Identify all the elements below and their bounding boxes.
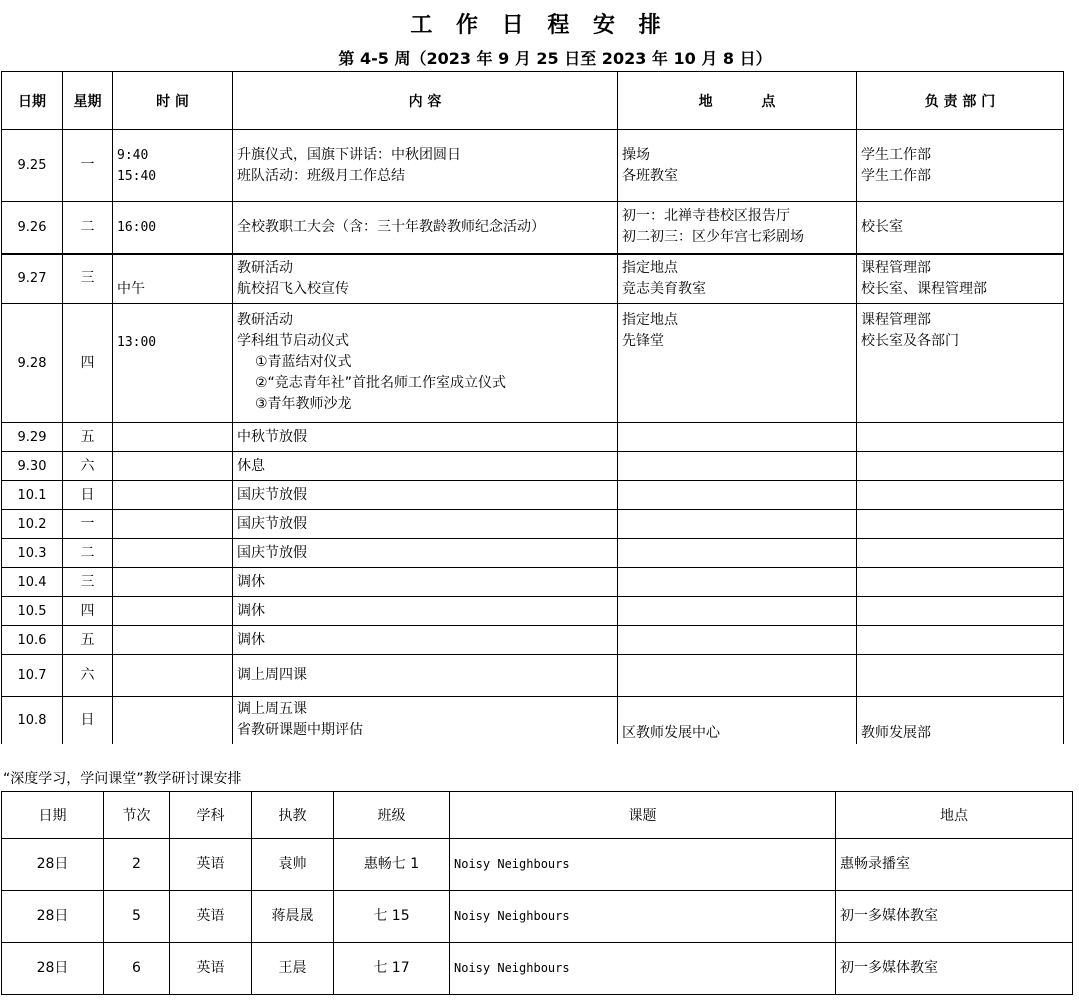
dept-line: 学生工作部 bbox=[861, 146, 931, 163]
table-row bbox=[2, 597, 1064, 626]
location-line: 各班教室 bbox=[622, 167, 678, 184]
cell-weekday: 六 bbox=[63, 452, 113, 481]
cell-content: 国庆节放假 bbox=[233, 510, 618, 539]
time-line: 9:40 bbox=[117, 147, 149, 163]
cell-dept bbox=[857, 304, 1064, 423]
header-place: 地点 bbox=[836, 792, 1073, 839]
cell-dept bbox=[857, 452, 1064, 481]
header-subject: 学科 bbox=[170, 792, 252, 839]
table-row bbox=[2, 891, 1073, 943]
lessons-table bbox=[1, 791, 1073, 995]
cell-dept bbox=[857, 626, 1064, 655]
cell-location bbox=[618, 655, 857, 697]
cell-location bbox=[618, 510, 857, 539]
table-row bbox=[2, 839, 1073, 891]
content-line: 班队活动：班级月工作总结 bbox=[237, 167, 405, 184]
content-line: 升旗仪式，国旗下讲话：中秋团圆日 bbox=[237, 146, 461, 163]
location-line: 指定地点 bbox=[622, 312, 678, 328]
content-line: 省教研课题中期评估 bbox=[237, 722, 363, 739]
cell-location bbox=[618, 568, 857, 597]
header-weekday: 星期 bbox=[63, 72, 113, 130]
cell-teacher: 蒋晨晟 bbox=[252, 891, 334, 943]
cell-content: 调休 bbox=[233, 568, 618, 597]
cell-dept bbox=[857, 568, 1064, 597]
table-row bbox=[2, 697, 1064, 744]
cell-topic: Noisy Neighbours bbox=[450, 943, 836, 995]
location-line: 初一：北禅寺巷校区报告厅 bbox=[622, 208, 790, 225]
cell-time bbox=[113, 568, 233, 597]
header-teacher: 执教 bbox=[252, 792, 334, 839]
cell-topic: Noisy Neighbours bbox=[450, 891, 836, 943]
cell-date: 28日 bbox=[2, 943, 104, 995]
cell-date: 28日 bbox=[2, 839, 104, 891]
table-row bbox=[2, 423, 1064, 452]
time-line: 15:40 bbox=[117, 168, 157, 184]
cell-dept bbox=[857, 655, 1064, 697]
cell-weekday: 一 bbox=[63, 510, 113, 539]
cell-weekday: 二 bbox=[63, 202, 113, 254]
cell-class: 惠畅七 1 bbox=[334, 839, 450, 891]
cell-dept bbox=[857, 202, 1064, 254]
cell-place: 初一多媒体教室 bbox=[836, 891, 1073, 943]
cell-time bbox=[113, 510, 233, 539]
header-topic: 课题 bbox=[450, 792, 836, 839]
header-location: 地 点 bbox=[618, 72, 857, 130]
cell-location bbox=[618, 697, 857, 744]
table-row bbox=[2, 452, 1064, 481]
cell-location bbox=[618, 452, 857, 481]
cell-date: 9.29 bbox=[2, 423, 63, 452]
cell-dept bbox=[857, 423, 1064, 452]
cell-dept bbox=[857, 481, 1064, 510]
cell-time bbox=[113, 202, 233, 254]
cell-weekday: 四 bbox=[63, 304, 113, 423]
cell-period: 6 bbox=[104, 943, 170, 995]
cell-content bbox=[233, 697, 618, 744]
cell-weekday: 五 bbox=[63, 423, 113, 452]
cell-content bbox=[233, 202, 618, 254]
table-row bbox=[2, 304, 1064, 423]
cell-subject: 英语 bbox=[170, 943, 252, 995]
cell-time bbox=[113, 655, 233, 697]
cell-location bbox=[618, 130, 857, 202]
header-class: 班级 bbox=[334, 792, 450, 839]
dept-line: 教师发展部 bbox=[861, 724, 931, 741]
cell-class: 七 15 bbox=[334, 891, 450, 943]
schedule-header-row bbox=[2, 72, 1064, 130]
content-line: 教研活动 bbox=[237, 259, 293, 276]
cell-time bbox=[113, 304, 233, 423]
cell-period: 5 bbox=[104, 891, 170, 943]
lessons-header-row bbox=[2, 792, 1073, 839]
location-line: 初二初三：区少年宫七彩剧场 bbox=[622, 229, 804, 246]
table-row bbox=[2, 202, 1064, 254]
header-period: 节次 bbox=[104, 792, 170, 839]
table-row bbox=[2, 568, 1064, 597]
header-dept: 负 责 部 门 bbox=[857, 72, 1064, 130]
table-row bbox=[2, 655, 1064, 697]
location-line: 竞志美育教室 bbox=[622, 280, 706, 297]
cell-weekday: 日 bbox=[63, 481, 113, 510]
cell-content: 调休 bbox=[233, 597, 618, 626]
cell-weekday: 三 bbox=[63, 254, 113, 304]
cell-location bbox=[618, 202, 857, 254]
dept-line: 校长室及各部门 bbox=[861, 333, 959, 349]
cell-subject: 英语 bbox=[170, 839, 252, 891]
dept-line: 校长室 bbox=[861, 218, 903, 235]
cell-time bbox=[113, 597, 233, 626]
cell-dept bbox=[857, 254, 1064, 304]
cell-date: 10.4 bbox=[2, 568, 63, 597]
cell-time bbox=[113, 626, 233, 655]
schedule-table bbox=[1, 71, 1064, 744]
cell-date: 10.1 bbox=[2, 481, 63, 510]
content-line: 调上周五课 bbox=[237, 701, 307, 718]
cell-date: 10.7 bbox=[2, 655, 63, 697]
content-line: 教研活动 bbox=[237, 312, 293, 328]
cell-date: 9.25 bbox=[2, 130, 63, 202]
location-line: 先锋堂 bbox=[622, 333, 664, 349]
cell-time bbox=[113, 481, 233, 510]
cell-teacher: 王晨 bbox=[252, 943, 334, 995]
cell-class: 七 17 bbox=[334, 943, 450, 995]
cell-teacher: 袁帅 bbox=[252, 839, 334, 891]
header-time: 时 间 bbox=[113, 72, 233, 130]
cell-time bbox=[113, 539, 233, 568]
location-line: 操场 bbox=[622, 146, 650, 163]
cell-weekday: 六 bbox=[63, 655, 113, 697]
cell-content bbox=[233, 130, 618, 202]
cell-place: 初一多媒体教室 bbox=[836, 943, 1073, 995]
cell-location bbox=[618, 626, 857, 655]
header-content: 内 容 bbox=[233, 72, 618, 130]
dept-line: 学生工作部 bbox=[861, 167, 931, 184]
content-line: 学科组节启动仪式 bbox=[237, 333, 349, 349]
cell-dept bbox=[857, 130, 1064, 202]
cell-location bbox=[618, 539, 857, 568]
cell-time bbox=[113, 130, 233, 202]
page-subtitle: 第 4-5 周（2023 年 9 月 25 日至 2023 年 10 月 8 日） bbox=[338, 49, 772, 68]
cell-dept bbox=[857, 697, 1064, 744]
cell-subject: 英语 bbox=[170, 891, 252, 943]
lessons-section-title: “深度学习，学问课堂”教学研讨课安排 bbox=[3, 771, 242, 787]
table-row bbox=[2, 130, 1064, 202]
cell-location bbox=[618, 481, 857, 510]
sub-item-line: ②“竞志青年社”首批名师工作室成立仪式 bbox=[255, 375, 507, 391]
cell-content: 调上周四课 bbox=[233, 655, 618, 697]
location-line: 区教师发展中心 bbox=[622, 724, 720, 741]
cell-content bbox=[233, 304, 618, 423]
cell-topic: Noisy Neighbours bbox=[450, 839, 836, 891]
header-date: 日期 bbox=[2, 72, 63, 130]
cell-time bbox=[113, 423, 233, 452]
header-date: 日期 bbox=[2, 792, 104, 839]
cell-content bbox=[233, 254, 618, 304]
table-row bbox=[2, 481, 1064, 510]
cell-location bbox=[618, 423, 857, 452]
cell-weekday: 五 bbox=[63, 626, 113, 655]
cell-date: 10.6 bbox=[2, 626, 63, 655]
table-row bbox=[2, 510, 1064, 539]
cell-weekday: 三 bbox=[63, 568, 113, 597]
time-line: 13:00 bbox=[117, 335, 157, 350]
table-row bbox=[2, 539, 1064, 568]
cell-content: 休息 bbox=[233, 452, 618, 481]
table-row bbox=[2, 943, 1073, 995]
cell-time bbox=[113, 452, 233, 481]
time-line: 16:00 bbox=[117, 219, 157, 235]
cell-location bbox=[618, 254, 857, 304]
cell-time bbox=[113, 254, 233, 304]
content-line: 航校招飞入校宣传 bbox=[237, 280, 349, 297]
cell-dept bbox=[857, 597, 1064, 626]
cell-dept bbox=[857, 510, 1064, 539]
cell-date: 9.27 bbox=[2, 254, 63, 304]
dept-line: 课程管理部 bbox=[861, 259, 931, 276]
cell-weekday: 日 bbox=[63, 697, 113, 744]
sub-item-line: ③青年教师沙龙 bbox=[255, 396, 352, 412]
time-line: 中午 bbox=[117, 281, 145, 297]
cell-location bbox=[618, 304, 857, 423]
table-row bbox=[2, 626, 1064, 655]
cell-weekday: 一 bbox=[63, 130, 113, 202]
location-line: 指定地点 bbox=[622, 259, 678, 276]
cell-date: 10.3 bbox=[2, 539, 63, 568]
cell-location bbox=[618, 597, 857, 626]
cell-weekday: 四 bbox=[63, 597, 113, 626]
dept-line: 课程管理部 bbox=[861, 312, 931, 328]
cell-date: 10.8 bbox=[2, 697, 63, 744]
cell-content: 调休 bbox=[233, 626, 618, 655]
cell-date: 9.30 bbox=[2, 452, 63, 481]
cell-date: 9.26 bbox=[2, 202, 63, 254]
page-title: 工 作 日 程 安 排 bbox=[410, 13, 669, 38]
cell-place: 惠畅录播室 bbox=[836, 839, 1073, 891]
content-line: 全校教职工大会（含：三十年教龄教师纪念活动） bbox=[237, 218, 545, 235]
cell-period: 2 bbox=[104, 839, 170, 891]
sub-item-line: ①青蓝结对仪式 bbox=[255, 354, 352, 370]
cell-content: 国庆节放假 bbox=[233, 481, 618, 510]
cell-date: 10.5 bbox=[2, 597, 63, 626]
cell-content: 国庆节放假 bbox=[233, 539, 618, 568]
cell-date: 10.2 bbox=[2, 510, 63, 539]
cell-dept bbox=[857, 539, 1064, 568]
cell-time bbox=[113, 697, 233, 744]
dept-line: 校长室、课程管理部 bbox=[861, 280, 987, 297]
cell-date: 28日 bbox=[2, 891, 104, 943]
cell-content: 中秋节放假 bbox=[233, 423, 618, 452]
cell-weekday: 二 bbox=[63, 539, 113, 568]
table-row bbox=[2, 254, 1064, 304]
cell-date: 9.28 bbox=[2, 304, 63, 423]
